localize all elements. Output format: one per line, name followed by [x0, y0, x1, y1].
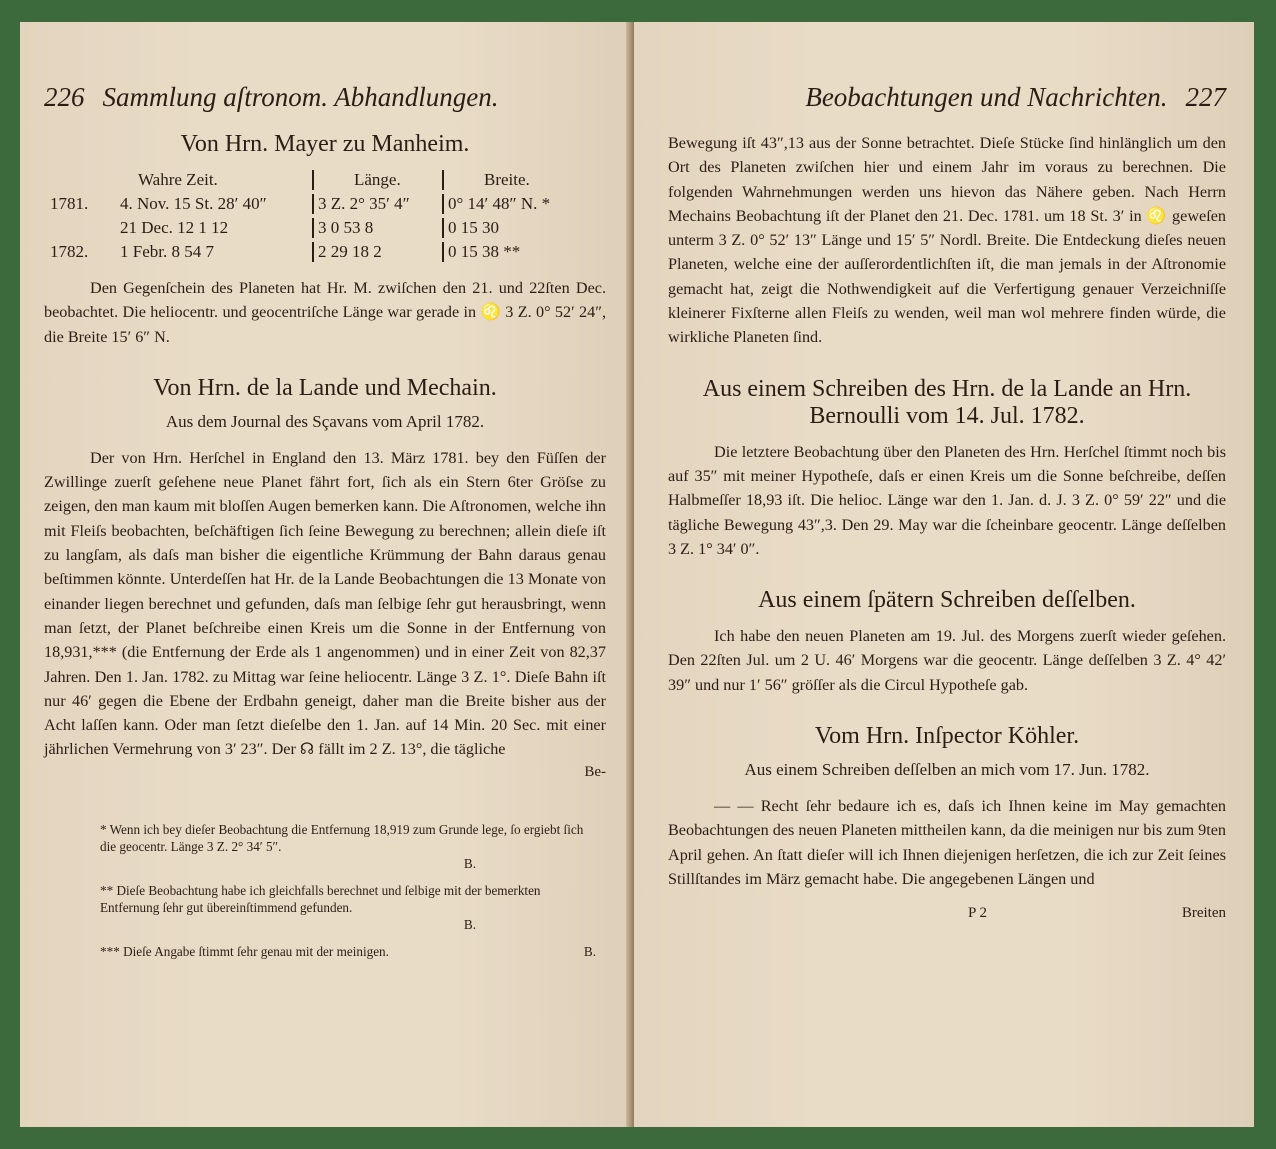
- right-running-title: Beobachtungen und Nachrichten.: [805, 82, 1168, 112]
- paragraph-lalande-mechain: Der von Hrn. Herſchel in England den 13. März 1781. bey den Füſſen der Zwillinge zuerſt geſehene neue Planet fährt fort, ſich als ein Stern 6ter Gröſse zu zeigen, den man kaum mit bloſſen Augen bemerken kann. Die Aſtronomen, welche ihn mit Fleiſs beobachten, beſchäftigen ſich ſeine Bewegung zu berechnen; allein dieſe iſt zu langſam, als daſs man bisher die eigentliche Krümmung der Bahn daraus genau beſtimmen könnte. Unterdeſſen hat Hr. de la Lande Beobachtungen die 13 Monate von einander liegen berechnet und gefunden, daſs man ſelbige ſehr gut herausbringt, wenn man ſetzt, der Planet beſchreibe einen Kreis um die Sonne in der Entfernung von 18,931,*** (die Entfernung der Erde als 1 angenommen) und in einer Zeit von 82,37 Jahren. Den 1. Jan. 1782. zu Mittag war ſeine heliocentr. Länge 3 Z. 1°. Dieſe Bahn iſt nur 46′ gegen die Ebene der Erdbahn geneigt, daher man die Breite bisher aus der Acht laſſen kann. Oder man ſetzt dieſelbe den 1. Jan. auf 14 Min. 20 Sec. mit einer jährlichen Vermehrung von 3′ 23″. Der ☊ fällt im 2 Z. 13°, die tägliche: [44, 448, 606, 759]
- footnote-text: ** Dieſe Beobachtung habe ich gleichfalls berechnet und ſelbige mit der bemerkten Entfernung ſehr gut übereinſtimmend gefunden.: [100, 882, 541, 915]
- table-cell: 2 29 18 2: [312, 242, 442, 262]
- left-page: [20, 22, 632, 1127]
- footnote-signature: B.: [463, 855, 476, 871]
- right-page-footer: [668, 905, 1226, 922]
- footnote: [100, 821, 606, 872]
- table-row: [50, 192, 570, 216]
- right-page-number: 227: [1185, 82, 1226, 112]
- table-cell: 21 Dec. 12 1 12: [120, 218, 229, 237]
- table-row: [50, 240, 570, 264]
- section-heading-mayer: Von Hrn. Mayer zu Manheim.: [180, 131, 470, 157]
- footnote-signature: B.: [583, 943, 596, 959]
- footnote-text: * Wenn ich bey dieſer Beobachtung die Entfernung 18,919 zum Grunde lege, ſo ergiebt ſich die geocentr. Länge 3 Z. 2° 34′ 5″.: [100, 821, 584, 854]
- table-cell: 4. Nov. 15 St. 28′ 40″: [120, 194, 267, 213]
- paragraph-later-letter: Ich habe den neuen Planeten am 19. Jul. des Morgens zuerſt wieder geſehen. Den 22ſten Jul. um 2 U. 46′ Morgens war die geocentr. Länge deſſelben 3 Z. 4° 42′ 39″ und nur 1′ 56″ gröſſer als die Circul Hypotheſe gab.: [668, 627, 1226, 694]
- table-cell: 0° 14′ 48″ N. *: [442, 194, 572, 214]
- left-page-number: 226: [44, 82, 85, 112]
- subheading-koehler: Aus einem Schreiben deſſelben an mich vom 17. Jun. 1782.: [744, 760, 1150, 780]
- table-header-time: Wahre Zeit.: [138, 170, 218, 189]
- observation-table: [50, 168, 570, 264]
- right-page: [634, 22, 1254, 1127]
- paragraph-mayer: Den Gegenſchein des Planeten hat Hr. M. zwiſchen den 21. und 22ſten Dec. beobachtet. Die heliocentr. und geocentriſche Länge war gerade in ♌ 3 Z. 0° 52′ 24″, die Breite 15′ 6″ N.: [44, 279, 606, 346]
- section-heading-koehler: Vom Hrn. Inſpector Köhler.: [814, 723, 1080, 750]
- table-header-longitude: Länge.: [312, 170, 442, 190]
- footnote: [100, 882, 606, 933]
- footnote-signature: B.: [463, 916, 476, 932]
- table-header-latitude: Breite.: [442, 170, 572, 190]
- section-heading-lalande-mechain: Von Hrn. de la Lande und Mechain.: [153, 374, 497, 401]
- left-running-title: Sammlung aſtronom. Abhandlungen.: [102, 82, 499, 112]
- table-cell: 1782.: [50, 242, 89, 261]
- table-row: [50, 216, 570, 240]
- paragraph-lalande-letter: Die letztere Beobachtung über den Planeten des Hrn. Herſchel ſtimmt noch bis auf 35″ mit meiner Hypotheſe, daſs er einen Kreis um die Sonne beſchreibe, deſſen Halbmeſſer 18,93 iſt. Die helioc. Länge war den 1. Jan. d. J. 3 Z. 0° 59′ 22″ und die tägliche Bewegung 43″,3. Den 29. May war die ſcheinbare geocentr. Länge deſſelben 3 Z. 1° 34′ 0″.: [668, 442, 1226, 558]
- table-cell: 0 15 30: [442, 218, 572, 238]
- right-running-head: [668, 82, 1226, 113]
- paragraph-continuation: Bewegung iſt 43″,13 aus der Sonne betrachtet. Dieſe Stücke ſind hinlänglich um den Ort des Planeten zwiſchen hier und einem Jahr im voraus zu berechnen. Die folgenden Wahrnehmungen werden uns hievon das Nähere geben. Nach Herrn Mechains Beobachtung iſt der Planet den 21. Dec. 1781. um 18 St. 3′ in ♌ geweſen unterm 3 Z. 0° 52′ 13″ Länge und 15′ 5″ Nordl. Breite. Die Entdeckung dieſes neuen Planeten, welche eine der auſſerordentlichſten iſt, die man jemals in der Aſtronomie gemacht hat, zeigt die Nothwendigkeit auf die Verfertigung genauer Verzeichniſſe kleinerer Fixſterne allen Fleiſs zu wenden, weil man wol mehrere finden würde, die wirkliche Planeten ſind.: [668, 134, 1226, 347]
- section-heading-lalande-letter: Aus einem Schreiben des Hrn. de la Lande an Hrn. Bernoulli vom 14. Jul. 1782.: [702, 375, 1192, 429]
- footnote-text: *** Dieſe Angabe ſtimmt ſehr genau mit der meinigen.: [100, 943, 389, 959]
- right-catchword: Breiten: [1181, 905, 1226, 922]
- footnotes: [44, 821, 606, 960]
- table-cell: 0 15 38 **: [442, 242, 572, 262]
- table-header-row: [50, 168, 570, 192]
- table-cell: 3 0 53 8: [312, 218, 442, 238]
- paragraph-koehler: — — Recht ſehr bedaure ich es, daſs ich Ihnen keine im May gemachten Beobachtungen des neuen Planeten mittheilen kann, da die meinigen nur bis zum 9ten April gehen. An ſtatt dieſer will ich Ihnen diejenigen herſetzen, die ich zur Zeit ſeines Stillſtandes im März gemacht habe. Die angegebenen Längen und: [668, 797, 1226, 888]
- left-running-head: [44, 82, 606, 113]
- section-heading-later-letter: Aus einem ſpätern Schreiben deſſelben.: [758, 587, 1136, 614]
- signature-mark: P 2: [968, 905, 988, 922]
- footnote: [100, 943, 606, 960]
- left-catchword: Be-: [584, 763, 606, 780]
- table-cell: 1781.: [50, 194, 89, 213]
- subheading-journal: Aus dem Journal des Sçavans vom April 1782.: [165, 411, 485, 431]
- table-cell: 1 Febr. 8 54 7: [120, 242, 214, 261]
- table-cell: 3 Z. 2° 35′ 4″: [312, 194, 442, 214]
